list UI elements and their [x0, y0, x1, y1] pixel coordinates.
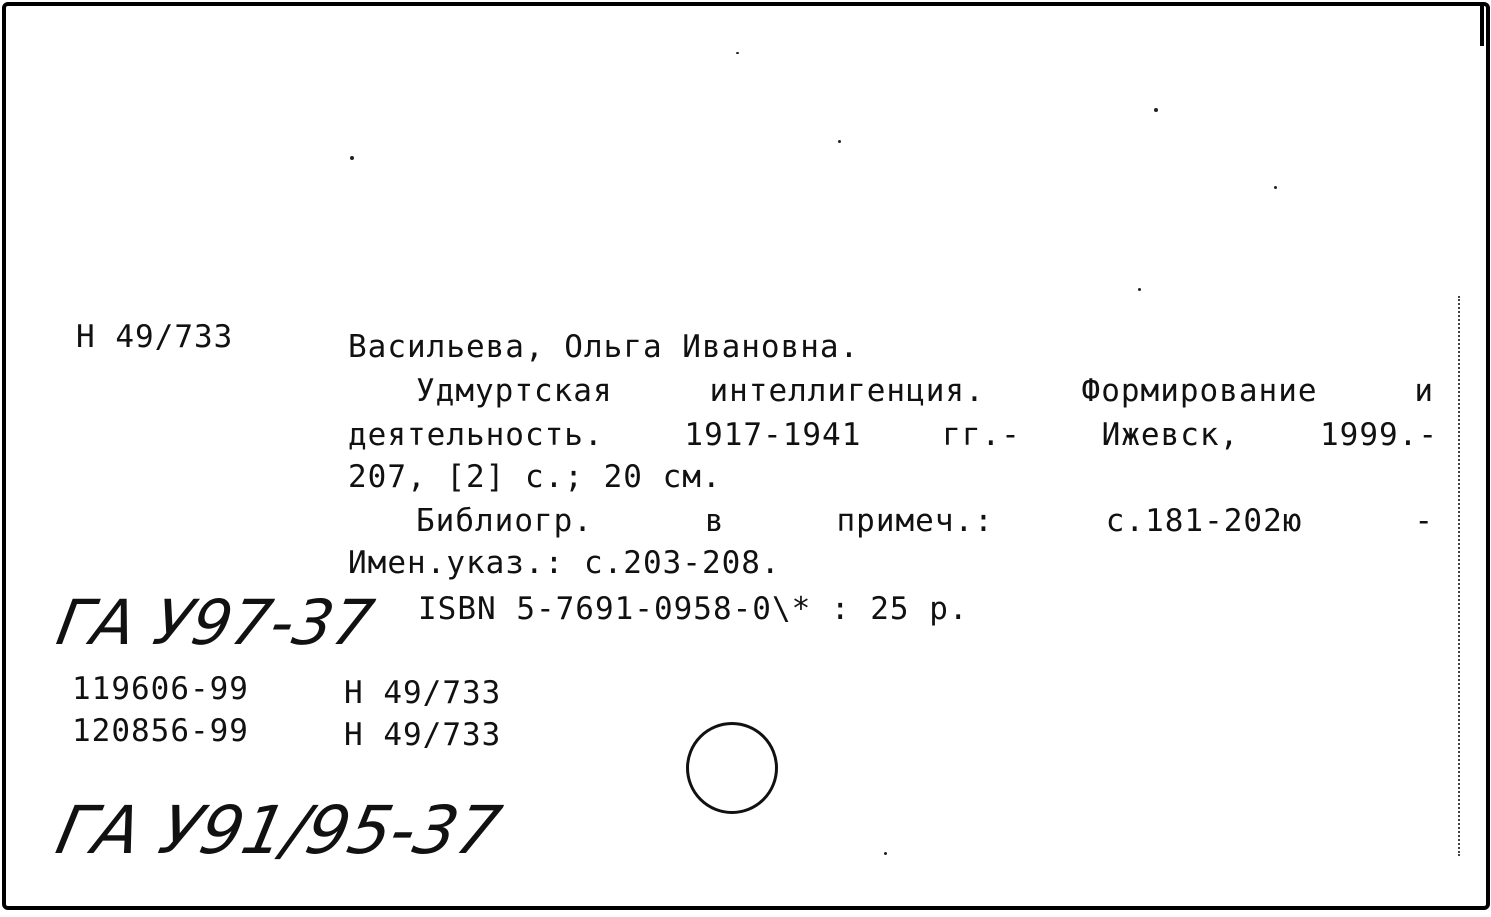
scan-speck [1274, 186, 1277, 189]
copy-inventory: 120856-99 [72, 713, 249, 749]
title-line: деятельность. 1917-1941 гг.- Ижевск, 1999.- [348, 417, 1438, 453]
scan-speck [1154, 108, 1158, 112]
scan-speck [1138, 288, 1141, 291]
catalog-card [2, 2, 1490, 910]
handwritten-note: ГА У97-37 [51, 586, 380, 659]
copy-shelfmark: Н 49/733 [344, 675, 502, 711]
scan-speck [736, 52, 739, 54]
edge-mark [1480, 6, 1484, 46]
title-line: 207, [2] с.; 20 см. [348, 459, 722, 495]
library-stamp [686, 722, 778, 814]
scan-speck [838, 140, 841, 143]
handwritten-note: ГА У91/95-37 [49, 792, 508, 869]
notes-line: Имен.указ.: с.203-208. [348, 545, 781, 581]
scan-speck [350, 156, 354, 160]
title-line: Удмуртская интеллигенция. Формирование и [416, 373, 1434, 409]
copy-shelfmark: Н 49/733 [344, 717, 502, 753]
edge-dotted-line [1458, 296, 1462, 856]
author-heading: Васильева, Ольга Ивановна. [348, 329, 860, 365]
isbn: ISBN 5-7691-0958-0\* : 25 р. [418, 591, 969, 627]
scan-speck [884, 852, 887, 855]
shelfmark: Н 49/733 [76, 319, 234, 355]
notes-line: Библиогр. в примеч.: с.181-202ю - [416, 503, 1434, 539]
copy-inventory: 119606-99 [72, 671, 249, 707]
